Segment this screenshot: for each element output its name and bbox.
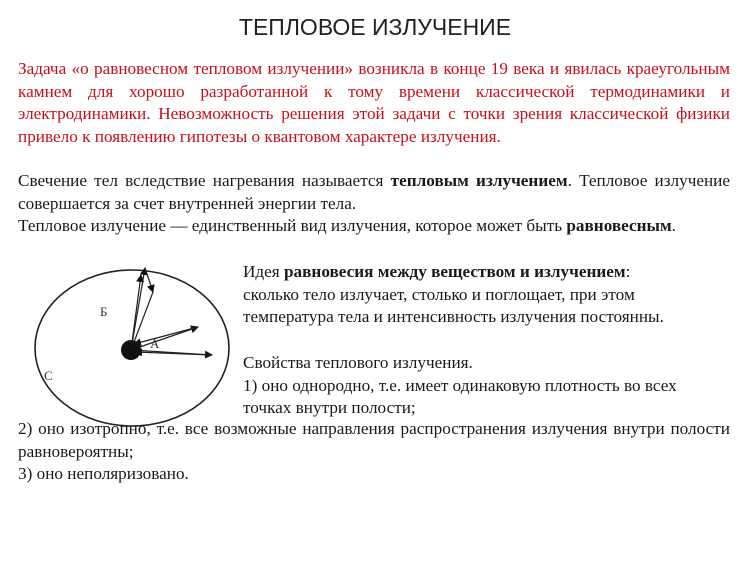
label-b: Б: [100, 304, 108, 319]
slide-title: ТЕПЛОВОЕ ИЗЛУЧЕНИЕ: [238, 14, 512, 40]
property-1-line-1: 1) оно однородно, т.е. имеет одинаковую плотность во всех: [243, 375, 677, 395]
definition-paragraph: [18, 170, 730, 215]
equilibrium-text: Тепловое излучение — единственный вид излучения, которое может быть: [18, 216, 567, 235]
equilibrium-properties-block: [243, 261, 723, 420]
term-matter-radiation-equilibrium: равновесия между веществом и излучением: [284, 262, 626, 281]
properties-continued: [18, 418, 730, 486]
property-1-line-2: точках внутри полости;: [243, 398, 416, 418]
cavity-figure: [28, 258, 238, 428]
label-c: С: [44, 368, 53, 383]
equilibrium-text-end: .: [671, 216, 676, 235]
property-3: 3) оно неполяризовано.: [18, 464, 189, 484]
radiation-rays: [131, 268, 212, 355]
cavity-diagram: [28, 258, 238, 428]
intro-paragraph: Задача «о равновесном тепловом излучении» возникла в конце 19 века и явилась краеугольным камнем для хорошо разработанной к тому времени классической термодинамики и электродинамики. Невозможность решения этой задачи с точки зрения классической физики привело к появлению гипотезы о квантовом характере излучения.: [18, 59, 730, 147]
idea-colon: :: [625, 262, 631, 281]
equilibrium-idea: [243, 261, 723, 284]
property-2: 2) оно изотропно, т.е. все возможные направления распространения излучения внутри полости равновероятны;: [18, 419, 730, 461]
equilibrium-paragraph: [18, 215, 730, 238]
idea-line-3: температура тела и интенсивность излучения постоянны.: [243, 307, 664, 327]
idea-text: Идея: [243, 262, 284, 281]
term-equilibrium: равновесным: [566, 216, 672, 235]
heated-body: [121, 340, 141, 360]
definition-text-end: . Тепловое излучение совершается за счет внутренней энергии тела.: [18, 171, 730, 213]
properties-heading: Свойства теплового излучения.: [243, 352, 473, 372]
definition-text: Свечение тел вследствие нагревания называется: [18, 171, 391, 190]
label-a: А: [150, 336, 160, 351]
idea-line-2: сколько тело излучает, столько и поглощает, при этом: [243, 284, 635, 304]
term-thermal-radiation: тепловым излучением: [390, 171, 568, 190]
